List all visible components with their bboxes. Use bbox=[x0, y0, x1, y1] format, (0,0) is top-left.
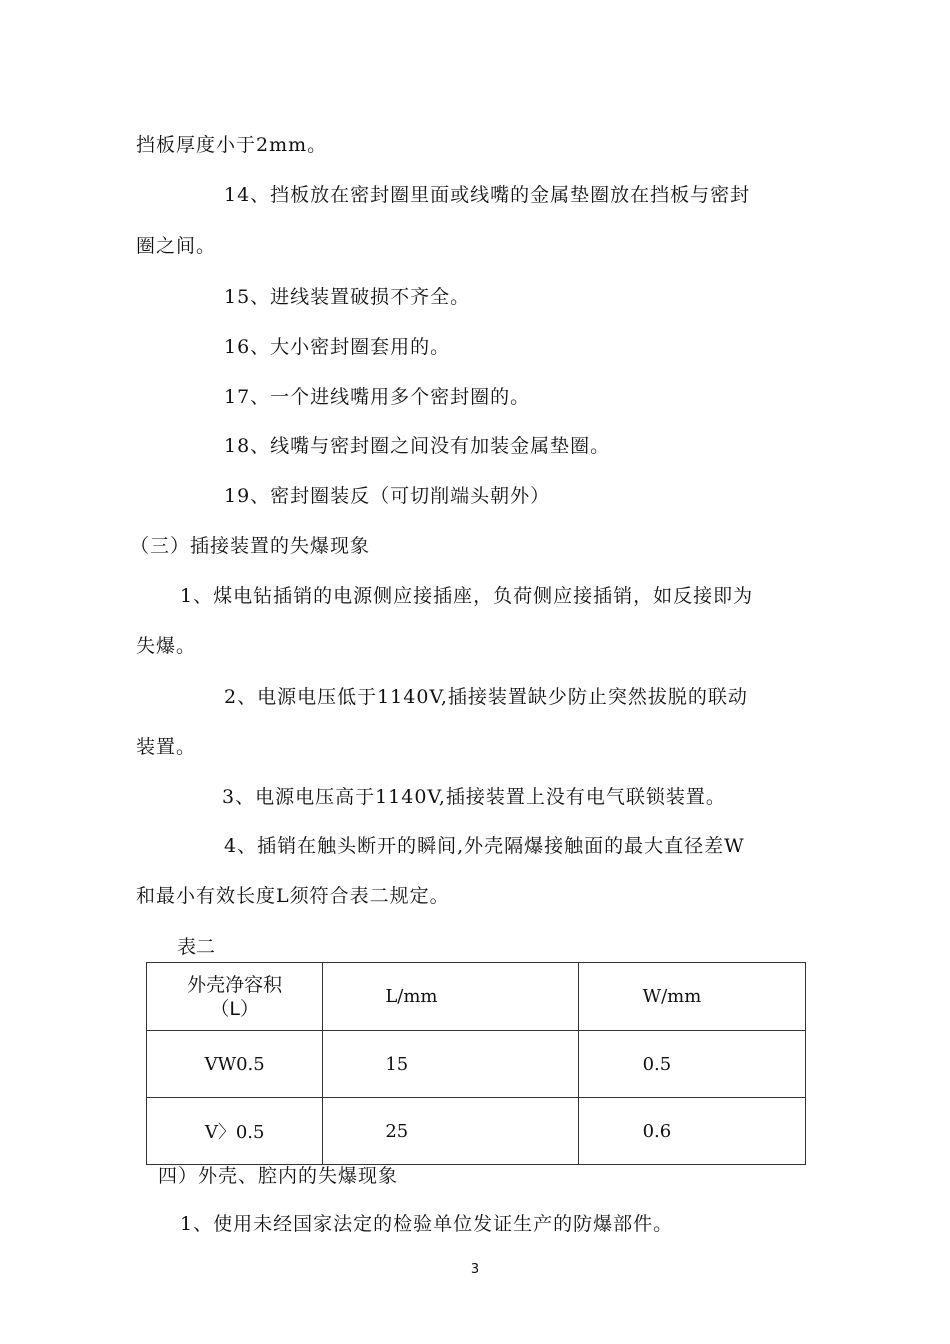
header-volume-label: 外壳净容积 bbox=[187, 973, 283, 996]
paragraph-line: 挡板厚度小于2mm。 bbox=[136, 134, 328, 156]
table-caption: 表二 bbox=[177, 936, 216, 958]
table-header-row bbox=[147, 963, 806, 1031]
paragraph-line: 圈之间。 bbox=[136, 235, 217, 257]
table-cell: 25 bbox=[323, 1098, 578, 1165]
spec-table bbox=[146, 962, 806, 1165]
header-cell-width: W/mm bbox=[578, 963, 805, 1031]
header-cell-length: L/mm bbox=[323, 963, 578, 1031]
paragraph-line: 19、密封圈装反（可切削端头朝外） bbox=[224, 485, 551, 507]
header-cell-volume bbox=[147, 963, 323, 1031]
paragraph-line: 1、煤电钻插销的电源侧应接插座，负荷侧应接插销，如反接即为 bbox=[180, 585, 754, 607]
header-volume-unit: （L） bbox=[210, 997, 259, 1020]
paragraph-line: 和最小有效长度L须符合表二规定。 bbox=[136, 885, 450, 907]
table-cell: VW0.5 bbox=[147, 1031, 323, 1098]
paragraph-line: 15、进线装置破损不齐全。 bbox=[224, 286, 471, 308]
paragraph-line: 失爆。 bbox=[136, 635, 197, 657]
section-heading: （三）插接装置的失爆现象 bbox=[130, 535, 371, 557]
paragraph-line: 3、电源电压高于1140V,插接装置上没有电气联锁装置。 bbox=[222, 786, 726, 808]
paragraph-line: 2、电源电压低于1140V,插接装置缺少防止突然拔脱的联动 bbox=[224, 686, 748, 708]
table-row bbox=[147, 1031, 806, 1098]
table-row bbox=[147, 1098, 806, 1165]
table-cell: 15 bbox=[323, 1031, 578, 1098]
table-cell: 0.6 bbox=[578, 1098, 805, 1165]
paragraph-line: 4、插销在触头断开的瞬间,外壳隔爆接触面的最大直径差W bbox=[224, 835, 745, 857]
paragraph-line: 装置。 bbox=[136, 736, 197, 758]
section-heading: 四）外壳、腔内的失爆现象 bbox=[158, 1165, 399, 1187]
paragraph-line: 1、使用未经国家法定的检验单位发证生产的防爆部件。 bbox=[180, 1213, 674, 1235]
paragraph-line: 17、一个进线嘴用多个密封圈的。 bbox=[224, 386, 531, 408]
page-number: 3 bbox=[470, 1262, 480, 1277]
table-cell: 0.5 bbox=[578, 1031, 805, 1098]
paragraph-line: 18、线嘴与密封圈之间没有加装金属垫圈。 bbox=[224, 435, 611, 457]
paragraph-line: 16、大小密封圈套用的。 bbox=[224, 336, 451, 358]
table-cell: V〉0.5 bbox=[147, 1098, 323, 1165]
paragraph-line: 14、挡板放在密封圈里面或线嘴的金属垫圈放在挡板与密封 bbox=[224, 184, 751, 206]
